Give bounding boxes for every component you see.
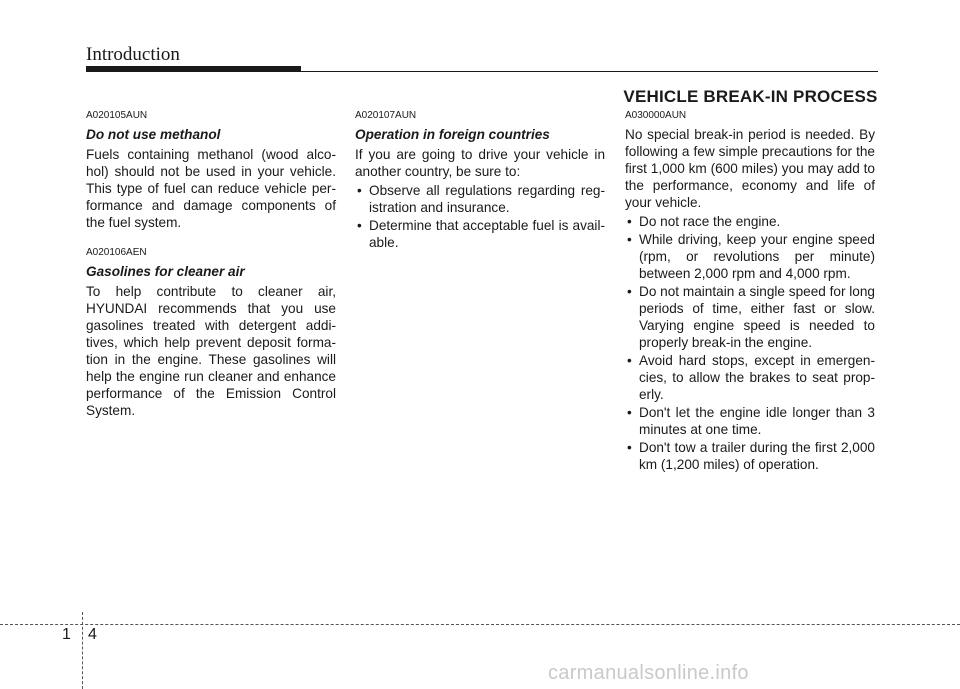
methanol-block	[86, 110, 336, 231]
list-item: • Do not race the engine.	[625, 213, 875, 230]
bullet-list	[355, 182, 605, 251]
header-rule-thick	[86, 66, 301, 72]
section-body: To help contribute to cleaner air, HYUNDAI recommends that you use gasolines treated with detergent addi-tives, which help prevent deposit forma-tion in the engine. These gasolines will help the engine run cleaner and enhance performance of the Emission Control System.	[86, 284, 336, 418]
section-code: A020105AUN	[86, 110, 148, 121]
section-code: A020106AEN	[86, 247, 147, 258]
list-item: • Don't let the engine idle longer than 3 minutes at one time.	[625, 404, 875, 438]
footer-rule	[0, 624, 960, 625]
cleaner-air-block	[86, 247, 336, 419]
section-code: A020107AUN	[355, 110, 417, 121]
list-item: • Do not maintain a single speed for long periods of time, either fast or slow. Varying engine speed is needed to properly break-in the engine.	[625, 283, 875, 351]
header-rule-thin	[301, 71, 878, 72]
section-intro: No special break-in period is needed. By following a few simple precautions for the first 1,000 km (600 miles) you may add to the performance, economy and life of your vehicle.	[625, 127, 875, 210]
list-item: • Avoid hard stops, except in emergen-cies, to allow the brakes to seat prop-erly.	[625, 352, 875, 403]
section-title: Operation in foreign countries	[355, 127, 550, 142]
list-item: • Determine that acceptable fuel is avail-able.	[355, 217, 605, 251]
column-3	[625, 110, 875, 474]
section-code: A030000AUN	[625, 110, 687, 121]
section-heading: VEHICLE BREAK-IN PROCESS	[623, 87, 878, 106]
list-item: • While driving, keep your engine speed (rpm, or revolutions per minute) between 2,000 rpm and 4,000 rpm.	[625, 231, 875, 282]
bullet-list	[625, 213, 875, 473]
footer-divider	[82, 612, 83, 689]
section-title: Do not use methanol	[86, 127, 221, 142]
column-1	[86, 110, 336, 435]
page-number: 4	[88, 626, 97, 643]
section-body: Fuels containing methanol (wood alco-hol) should not be used in your vehicle. This type of fuel can reduce vehicle per-formance and damage components of the fuel system.	[86, 147, 336, 230]
list-item: • Observe all regulations regarding reg-istration and insurance.	[355, 182, 605, 216]
section-intro: If you are going to drive your vehicle in another country, be sure to:	[355, 147, 605, 179]
page-header-title: Introduction	[86, 44, 180, 65]
list-item: • Don't tow a trailer during the first 2,000 km (1,200 miles) of operation.	[625, 439, 875, 473]
column-2	[355, 110, 605, 252]
section-title: Gasolines for cleaner air	[86, 264, 245, 279]
watermark-text: carmanualsonline.info	[548, 662, 749, 684]
chapter-number: 1	[62, 626, 71, 643]
